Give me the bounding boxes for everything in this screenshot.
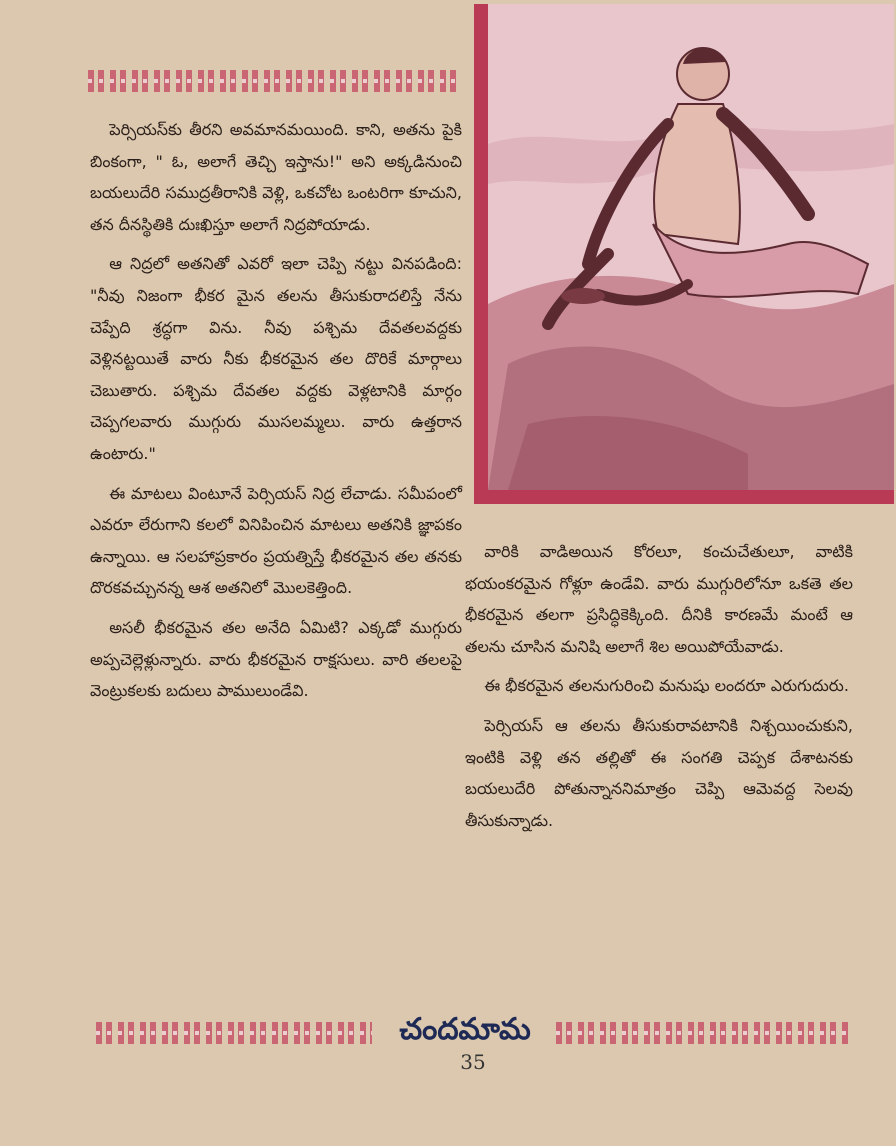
paragraph: పెర్సియస్ ఆ తలను తీసుకురావటానికి నిశ్చయించుకుని, ఇంటికి వెళ్లి తన తల్లితో ఈ సంగతి చెప్పక దేశాటనకు బయలుదేరి పోతున్నాననిమాత్రం చెప్పి ఆమెవద్ద సెలవు తీసుకున్నాడు. [465, 715, 853, 830]
story-illustration [474, 4, 894, 504]
perseus-reclining-illustration [488, 4, 894, 490]
paragraph: ఈ మాటలు వింటూనే పెర్సియస్ నిద్ర లేచాడు. సమీపంలో ఎవరూ లేరుగాని కలలో వినిపించిన మాటలు అతనికి జ్ఞాపకం ఉన్నాయి. ఆ సలహాప్రకారం ప్రయత్నిస్తే భీకరమైన తల తనకు దొరకవచ్చునన్న ఆశ అతనిలో మొలకెత్తింది. [90, 483, 462, 598]
paragraph: ఈ భీకరమైన తలనుగురించి మనుషు లందరూ ఎరుగుదురు. [484, 676, 849, 696]
page-number: 35 [460, 1050, 486, 1074]
paragraph: పెర్సియస్‌కు తీరని అవమానమయింది. కాని, అతను పైకి బింకంగా, " ఓ, అలాగే తెచ్చి ఇస్తాను!" అని అక్కడినుంచి బయలుదేరి సముద్రతీరానికి వెళ్లి, ఒకచోట ఒంటరిగా కూచుని, తన దీనస్థితికి దుఃఖిస్తూ అలాగే నిద్రపోయాడు. [90, 120, 462, 234]
right-text-column [465, 536, 853, 836]
top-ornamental-border [88, 70, 458, 92]
footer-ornament-left [96, 1022, 372, 1044]
paragraph: వారికి వాడిఅయిన కోరలూ, కంచుచేతులూ, వాటికి భయంకరమైన గోళ్లూ ఉండేవి. వారు ముగ్గురిలోనూ ఒకతె తల భీకరమైన తలగా ప్రసిద్ధికెక్కింది. దీనికి కారణమే మంటే ఆ తలను చూసిన మనిషి అలాగే శిల అయిపోయేవాడు. [465, 542, 853, 656]
paragraph: అసలీ భీకరమైన తల అనేది ఏమిటి? ఎక్కడో ముగ్గురు అప్పచెల్లెళ్లున్నారు. వారు భీకరమైన రాక్షసులు. వారి తలలపై వెంట్రుకలకు బదులు పాములుండేవి. [90, 617, 462, 701]
magazine-title: చందమామ [399, 1012, 531, 1047]
paragraph: ఆ నిద్రలో అతనితో ఎవరో ఇలా చెప్పి నట్టు వినపడింది: "నీవు నిజంగా భీకర మైన తలను తీసుకురాదలిస్తే నేను చెప్పేది శ్రద్ధగా విను. నీవు పశ్చిమ దేవతలవద్దకు వెళ్లినట్టయితే వారు నీకు భీకరమైన తల దొరికే మార్గాలు చెబుతారు. పశ్చిమ దేవతల వద్దకు వెళ్లటానికి మార్గం చెప్పగలవారు ముగ్గురు ముసలమ్మలు. వారు ఉత్తరాన ఉంటారు." [90, 254, 462, 463]
left-text-column [90, 114, 462, 707]
footer-ornament-right [556, 1022, 850, 1044]
